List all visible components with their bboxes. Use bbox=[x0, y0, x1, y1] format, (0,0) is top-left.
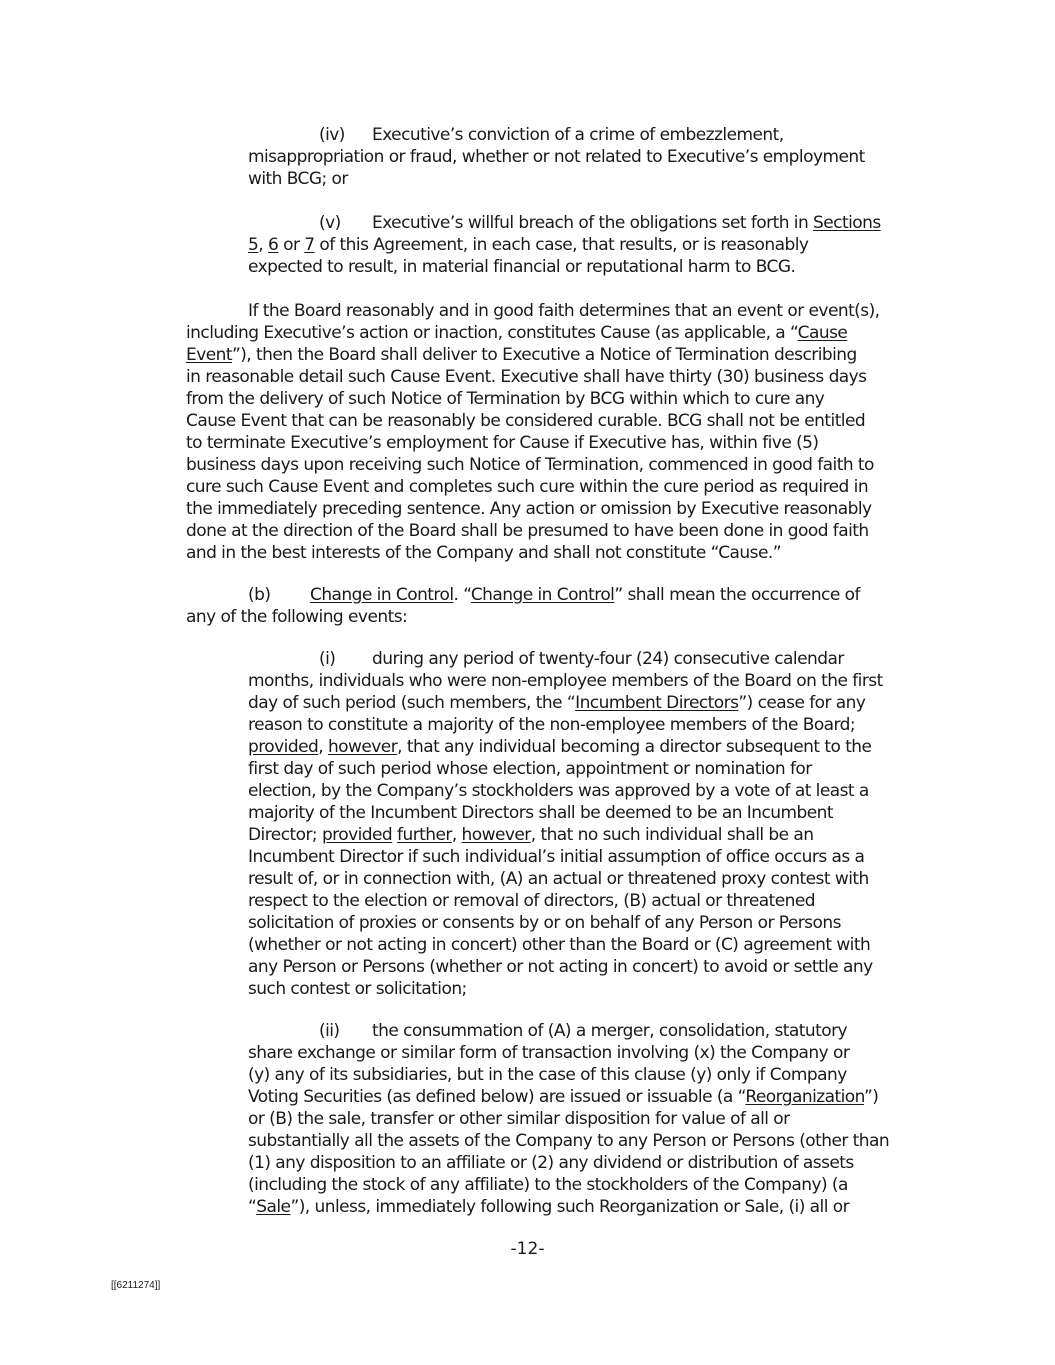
clause-text: the consummation of (A) a merger, consolidation, statutory bbox=[372, 1021, 848, 1041]
clause-text: (y) any of its subsidiaries, but in the case of this clause (y) only if Company bbox=[248, 1065, 847, 1085]
clause-text: , that any individual becoming a director subsequent to the bbox=[397, 737, 872, 757]
section-7-ref: 7 bbox=[304, 235, 315, 255]
clause-text: , bbox=[451, 825, 462, 845]
defined-term: Cause bbox=[797, 323, 848, 343]
paragraph-text: the immediately preceding sentence. Any action or omission by Executive reasonably bbox=[186, 499, 872, 519]
page-number: -12- bbox=[510, 1239, 545, 1259]
clause-text: , bbox=[318, 737, 328, 757]
clause-text: Director; bbox=[248, 825, 322, 845]
clause-text: first day of such period whose election, appointment or nomination for bbox=[248, 759, 812, 779]
section-label: (b) bbox=[248, 585, 271, 605]
section-heading: Change in Control bbox=[310, 585, 454, 605]
paragraph-text: If the Board reasonably and in good faith determines that an event or event(s), bbox=[248, 301, 880, 321]
defined-term: Reorganization bbox=[745, 1087, 864, 1107]
paragraph-text: done at the direction of the Board shall be presumed to have been done in good faith bbox=[186, 521, 869, 541]
clause-text: day of such period (such members, the “ bbox=[248, 693, 576, 713]
clause-text: Voting Securities (as defined below) are issued or issuable (a “ bbox=[248, 1087, 746, 1107]
clause-text: substantially all the assets of the Company to any Person or Persons (other than bbox=[248, 1131, 890, 1151]
clause-i bbox=[248, 648, 883, 1000]
clause-iv bbox=[248, 124, 865, 190]
clause-text: , bbox=[258, 235, 268, 255]
clause-text: solicitation of proxies or consents by or on behalf of any Person or Persons bbox=[248, 913, 841, 933]
paragraph-text: . “ bbox=[453, 585, 471, 605]
clause-text: expected to result, in material financial or reputational harm to BCG. bbox=[248, 257, 796, 277]
clause-text: reason to constitute a majority of the non-employee members of the Board; bbox=[248, 715, 856, 735]
clause-text: (1) any disposition to an affiliate or (2) any dividend or distribution of assets bbox=[248, 1153, 854, 1173]
clause-text: misappropriation or fraud, whether or not related to Executive’s employment bbox=[248, 147, 865, 167]
clause-text: respect to the election or removal of directors, (B) actual or threatened bbox=[248, 891, 816, 911]
paragraph-text: including Executive’s action or inaction, constitutes Cause (as applicable, a “ bbox=[186, 323, 798, 343]
clause-text: , that no such individual shall be an bbox=[530, 825, 814, 845]
defined-term: Sale bbox=[256, 1197, 291, 1217]
clause-label: (i) bbox=[319, 649, 336, 669]
emphasis-term: further bbox=[397, 825, 452, 845]
clause-text: any Person or Persons (whether or not acting in concert) to avoid or settle any bbox=[248, 957, 873, 977]
paragraph-text: ” shall mean the occurrence of bbox=[614, 585, 860, 605]
paragraph-text: to terminate Executive’s employment for Cause if Executive has, within five (5) bbox=[186, 433, 819, 453]
clause-v bbox=[248, 212, 881, 278]
clause-text: “ bbox=[248, 1197, 257, 1217]
clause-text: share exchange or similar form of transaction involving (x) the Company or bbox=[248, 1043, 850, 1063]
clause-text: or bbox=[278, 235, 305, 255]
emphasis-term: provided bbox=[248, 737, 319, 757]
paragraph-text: in reasonable detail such Cause Event. Executive shall have thirty (30) business days bbox=[186, 367, 867, 387]
paragraph-text: cure such Cause Event and completes such cure within the cure period as required in bbox=[186, 477, 869, 497]
clause-text: Executive’s conviction of a crime of embezzlement, bbox=[372, 125, 784, 145]
section-6-ref: 6 bbox=[268, 235, 279, 255]
paragraph-text: ”), then the Board shall deliver to Executive a Notice of Termination describing bbox=[231, 345, 857, 365]
clause-text: with BCG; or bbox=[248, 169, 348, 189]
clause-text: Executive’s willful breach of the obligations set forth in bbox=[372, 213, 814, 233]
clause-text: months, individuals who were non-employee members of the Board on the first bbox=[248, 671, 883, 691]
clause-text: during any period of twenty-four (24) consecutive calendar bbox=[372, 649, 844, 669]
cause-paragraph bbox=[186, 300, 880, 564]
clause-label: (v) bbox=[319, 213, 341, 233]
clause-label: (ii) bbox=[319, 1021, 340, 1041]
emphasis-term: however bbox=[327, 737, 398, 757]
clause-text: ”) bbox=[863, 1087, 879, 1107]
defined-term: Change in Control bbox=[470, 585, 615, 605]
sections-ref: Sections bbox=[813, 213, 881, 233]
paragraph-text: Cause Event that can be reasonably be considered curable. BCG shall not be entitled bbox=[186, 411, 866, 431]
section-b bbox=[186, 584, 860, 628]
defined-term: Incumbent Directors bbox=[575, 693, 739, 713]
clause-text: (whether or not acting in concert) other than the Board or (C) agreement with bbox=[248, 935, 871, 955]
clause-text: of this Agreement, in each case, that results, or is reasonably bbox=[314, 235, 809, 255]
emphasis-term: provided bbox=[321, 825, 393, 845]
clause-text: ”) cease for any bbox=[738, 693, 866, 713]
clause-text: result of, or in connection with, (A) an actual or threatened proxy contest with bbox=[248, 869, 869, 889]
paragraph-text: and in the best interests of the Company and shall not constitute “Cause.” bbox=[186, 543, 781, 563]
clause-text: (including the stock of any affiliate) to the stockholders of the Company) (a bbox=[248, 1175, 848, 1195]
paragraph-text: business days upon receiving such Notice of Termination, commenced in good faith to bbox=[186, 455, 874, 475]
paragraph-text: from the delivery of such Notice of Termination by BCG within which to cure any bbox=[186, 389, 825, 409]
clause-text: such contest or solicitation; bbox=[248, 979, 467, 999]
clause-ii bbox=[248, 1020, 889, 1218]
clause-text: Incumbent Director if such individual’s initial assumption of office occurs as a bbox=[248, 847, 865, 867]
section-5-ref: 5 bbox=[248, 235, 259, 255]
clause-text: ”), unless, immediately following such Reorganization or Sale, (i) all or bbox=[290, 1197, 850, 1217]
defined-term: Event bbox=[186, 345, 232, 365]
emphasis-term: however bbox=[461, 825, 531, 845]
clause-text: or (B) the sale, transfer or other similar disposition for value of all or bbox=[248, 1109, 790, 1129]
clause-label: (iv) bbox=[319, 125, 345, 145]
clause-text: majority of the Incumbent Directors shall be deemed to be an Incumbent bbox=[248, 803, 834, 823]
clause-text: election, by the Company’s stockholders was approved by a vote of at least a bbox=[248, 781, 869, 801]
paragraph-text: any of the following events: bbox=[186, 607, 408, 627]
document-code: [[6211274]] bbox=[111, 1280, 161, 1291]
